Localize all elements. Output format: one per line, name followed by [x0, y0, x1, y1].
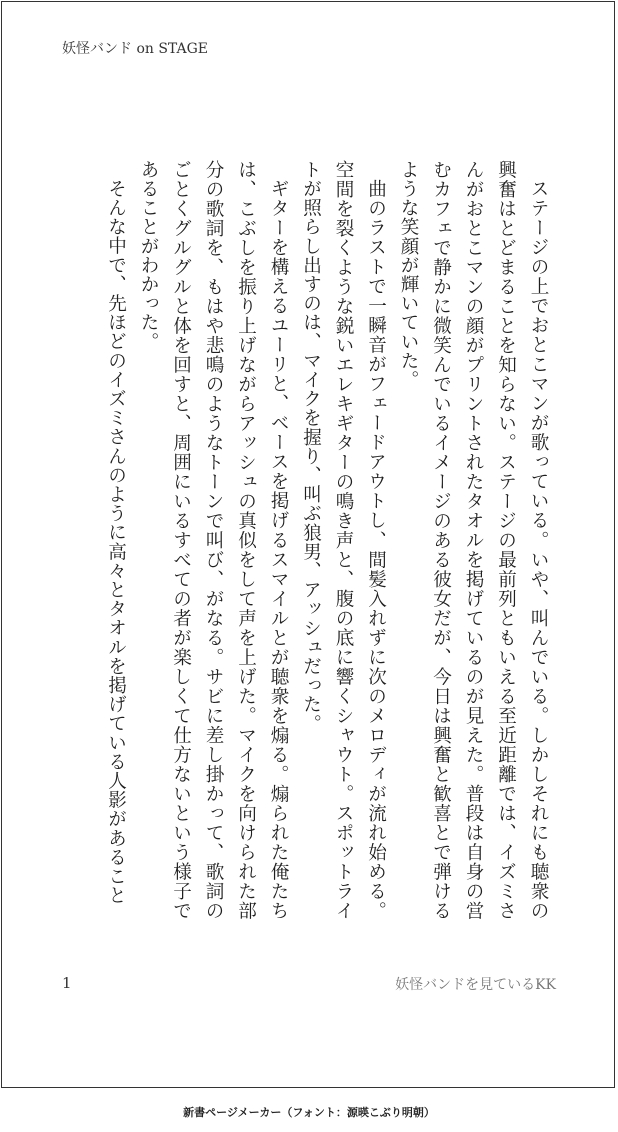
maker-caption: 新書ページメーカー（フォント：源暎こぶり明朝） [183, 1106, 435, 1119]
paragraph-1: ステージの上でおとこマンが歌っている。いや、叫んでいる。しかしそれにも聴衆の興奮はとどまることを知らない。ステージの最前列ともいえる至近距離では、イズミさんがおとこマンの顔がプリントされたタオルを掲げているのが見えた。普段は自身の営むカフェで静かに微笑んでいるイメージのある彼女だが、今日は興奮と歓喜とで弾けるような笑顔が輝いていた。 [398, 160, 549, 920]
vertical-body-text [76, 160, 554, 920]
paragraph-4: そんな中で、先ほどのイズミさんのように高々とタオルを掲げている人影があること [105, 178, 127, 905]
paragraph-2: 曲のラストで一瞬音がフェードアウトし、間髪入れずに次のメロディが流れ始める。空間を裂くような鋭いエレキギターの鳴き声と、腹の底に響くシャウト。スポットライトが照らし出すのは、マイクを握り、叫ぶ狼男、アッシュだった。 [300, 160, 387, 920]
page-header-title: 妖怪バンド on STAGE [62, 41, 209, 57]
page-number: 1 [62, 974, 72, 992]
footer-author: 妖怪バンドを見ているKK [395, 977, 556, 993]
paragraph-3: ギターを構えるユーリと、ベースを掲げるスマイルとが聴衆を煽る。煽られた俺たちは、こぶしを振り上げながらアッシュの真似をして声を上げた。マイクを向けられた部分の歌詞を、もはや悲鳴のようなトーンで叫び、がなる。サビに差し掛かって、歌詞のごとくグルグルと体を回すと、周囲にいるすべての者が楽しくて仕方ないという様子であることがわかった。 [138, 160, 289, 920]
page-frame [1, 1, 615, 1088]
